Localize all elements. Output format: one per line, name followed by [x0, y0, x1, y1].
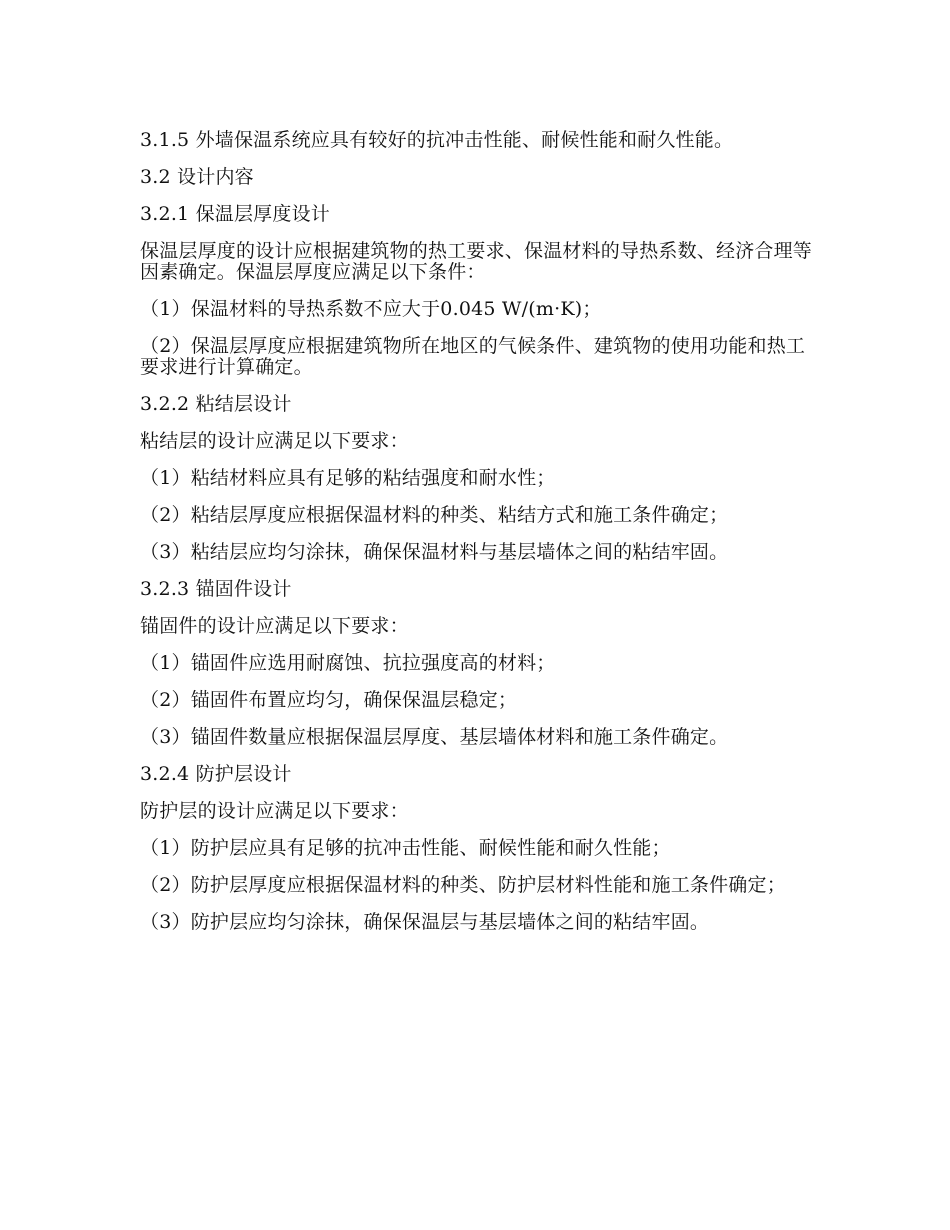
bonding-layer-intro: 粘结层的设计应满足以下要求：	[140, 430, 409, 452]
bonding-requirement-2: （2）粘结层厚度应根据保温材料的种类、粘结方式和施工条件确定；	[140, 504, 729, 526]
bonding-requirement-3: （3）粘结层应均匀涂抹，确保保温材料与基层墙体之间的粘结牢固。	[140, 541, 729, 563]
section-heading-3-2-3: 3.2.3 锚固件设计	[140, 578, 292, 600]
anchor-intro: 锚固件的设计应满足以下要求：	[140, 615, 409, 637]
protective-requirement-3: （3）防护层应均匀涂抹，确保保温层与基层墙体之间的粘结牢固。	[140, 911, 710, 933]
section-heading-3-2: 3.2 设计内容	[140, 166, 254, 188]
section-heading-3-2-1: 3.2.1 保温层厚度设计	[140, 203, 330, 225]
insulation-requirement-1: （1）保温材料的导热系数不应大于0.045 W/(m·K)；	[140, 298, 602, 320]
section-heading-3-2-4: 3.2.4 防护层设计	[140, 763, 292, 785]
section-heading-3-2-2: 3.2.2 粘结层设计	[140, 393, 292, 415]
anchor-requirement-2: （2）锚固件布置应均匀，确保保温层稳定；	[140, 689, 518, 711]
anchor-requirement-3: （3）锚固件数量应根据保温层厚度、基层墙体材料和施工条件确定。	[140, 726, 729, 748]
insulation-requirement-2: （2）保温层厚度应根据建筑物所在地区的气候条件、建筑物的使用功能和热工要求进行计算确定。	[140, 335, 806, 378]
protective-requirement-2: （2）防护层厚度应根据保温材料的种类、防护层材料性能和施工条件确定；	[140, 874, 786, 896]
anchor-requirement-1: （1）锚固件应选用耐腐蚀、抗拉强度高的材料；	[140, 652, 556, 674]
bonding-requirement-1: （1）粘结材料应具有足够的粘结强度和耐水性；	[140, 467, 556, 489]
document-page	[140, 130, 820, 949]
clause-3-1-5: 3.1.5 外墙保温系统应具有较好的抗冲击性能、耐候性能和耐久性能。	[140, 129, 734, 151]
insulation-thickness-intro: 保温层厚度的设计应根据建筑物的热工要求、保温材料的导热系数、经济合理等因素确定。保温层厚度应满足以下条件：	[140, 240, 813, 283]
protective-layer-intro: 防护层的设计应满足以下要求：	[140, 800, 409, 822]
protective-requirement-1: （1）防护层应具有足够的抗冲击性能、耐候性能和耐久性能；	[140, 837, 671, 859]
